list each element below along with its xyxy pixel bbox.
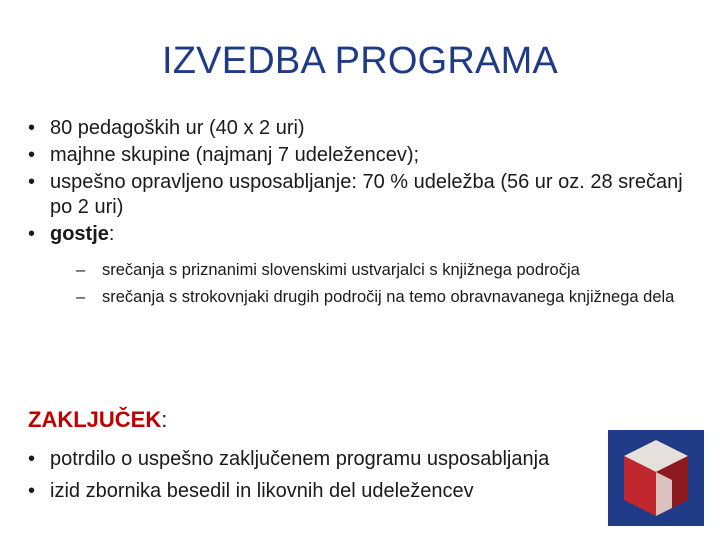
sub-bullet-item: [76, 286, 688, 308]
bullet-dot: •: [28, 448, 36, 470]
conclusion-text: potrdilo o uspešno zaključenem programu usposabljanja: [50, 448, 550, 470]
slide-title: IZVEDBA PROGRAMA: [162, 40, 558, 82]
bullet-dot: •: [28, 171, 36, 193]
conclusion-item: [28, 446, 648, 472]
bullet-text: 80 pedagoških ur (40 x 2 uri): [50, 117, 305, 139]
conclusion-text: izid zbornika besedil in likovnih del udeležencev: [50, 480, 474, 502]
guests-sub-list: [76, 259, 688, 308]
bullet-dot: •: [28, 223, 36, 245]
bullet-item-guests: [28, 222, 688, 308]
cube-logo-icon: [608, 430, 704, 526]
bullet-text: majhne skupine (najmanj 7 udeležencev);: [50, 144, 420, 166]
conclusion-bullet-list: [28, 446, 648, 510]
sub-bullet-text: srečanja s priznanimi slovenskimi ustvarjalci s knjižnega področja: [102, 261, 580, 279]
bullet-dot: •: [28, 480, 36, 502]
guests-colon: :: [108, 223, 115, 245]
bullet-text: gostje: [50, 223, 109, 245]
dash-marker: –: [76, 288, 86, 306]
conclusion-item: [28, 478, 648, 504]
program-bullet-list: [28, 116, 688, 313]
bullet-dot: •: [28, 144, 36, 166]
conclusion-heading: [28, 407, 167, 433]
sub-bullet-item: [76, 259, 688, 281]
conclusion-colon: :: [161, 407, 168, 432]
bullet-item: [28, 143, 688, 168]
conclusion-label: ZAKLJUČEK: [28, 407, 162, 432]
bullet-text: uspešno opravljeno usposabljanje: 70 % udeležba (56 ur oz. 28 srečanj po 2 uri): [50, 171, 683, 218]
bullet-dot: •: [28, 117, 36, 139]
bullet-item: [28, 116, 688, 141]
dash-marker: –: [76, 261, 86, 279]
sub-bullet-text: srečanja s strokovnjaki drugih področij na temo obravnavanega knjižnega dela: [102, 288, 675, 306]
bullet-item: [28, 170, 688, 220]
